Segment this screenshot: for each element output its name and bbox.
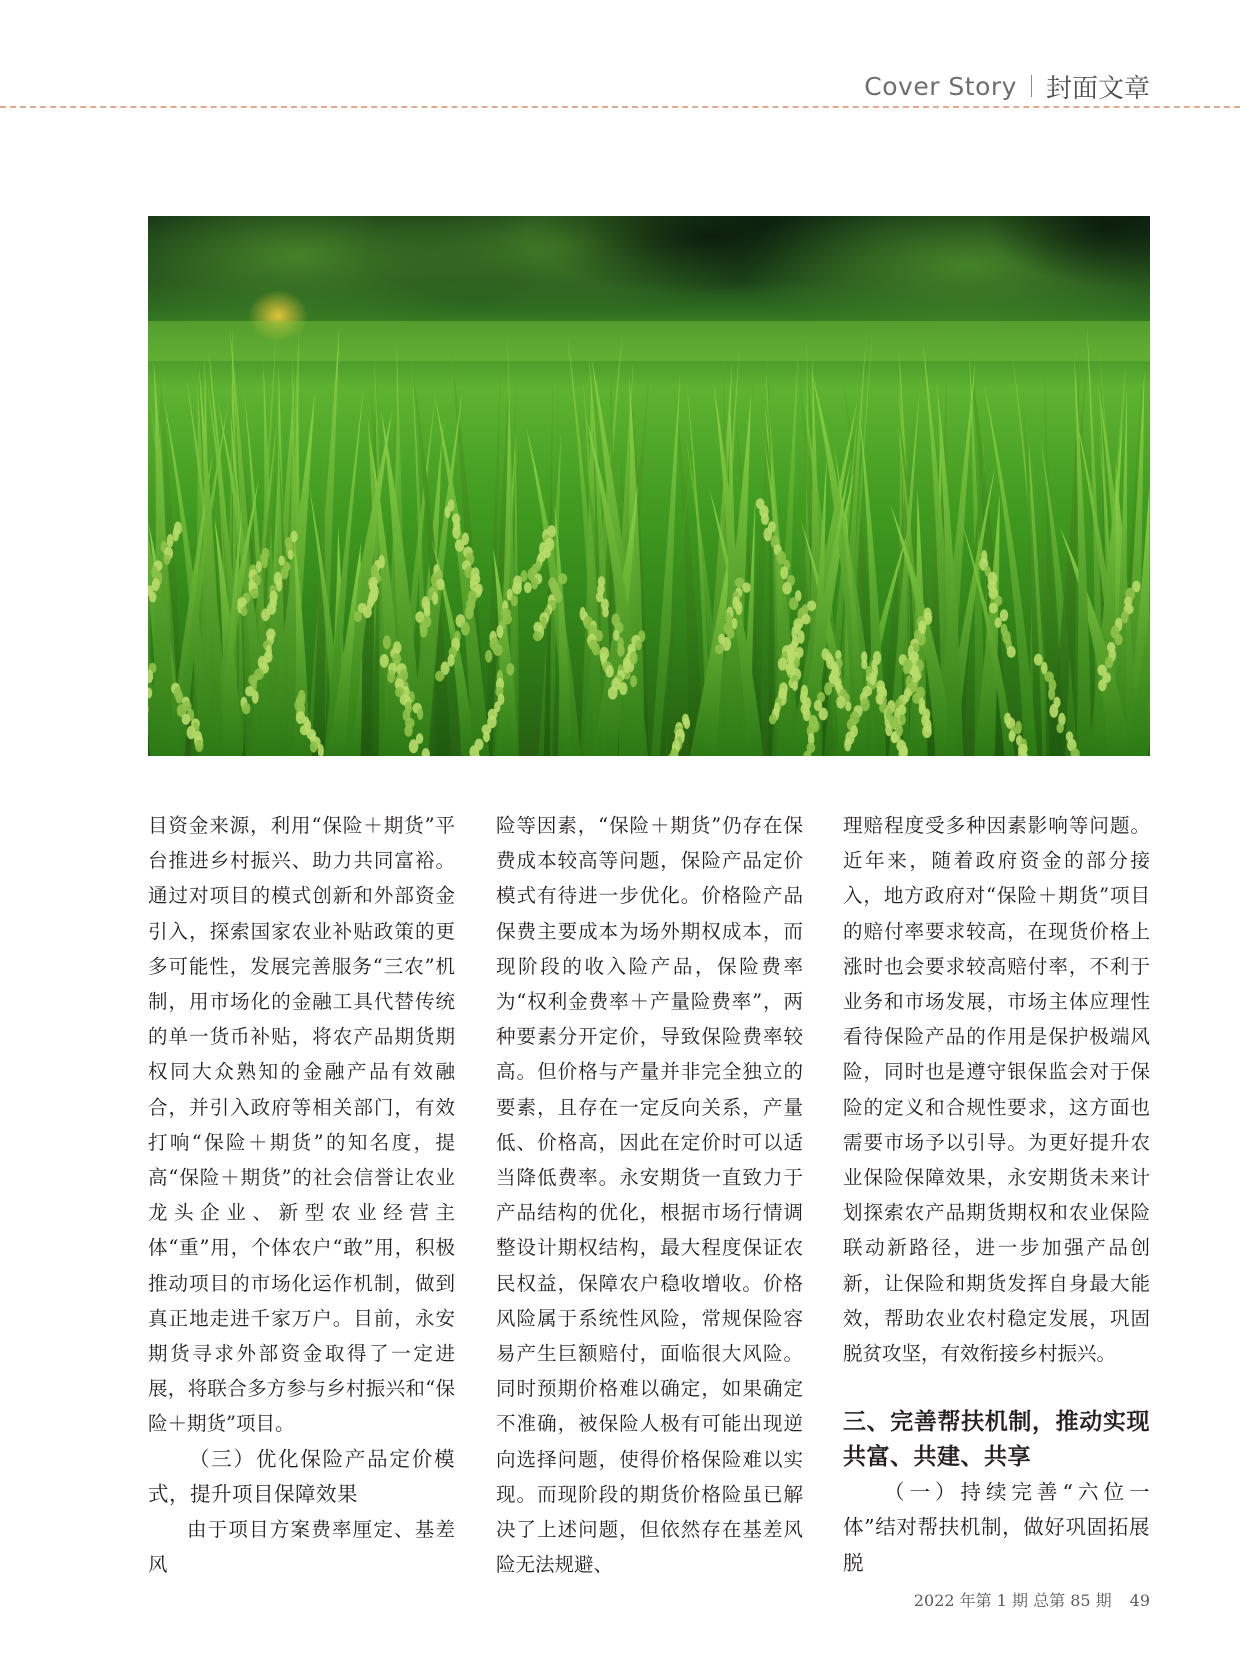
text-column-3 bbox=[843, 808, 1150, 1581]
running-header bbox=[864, 68, 1150, 104]
subheading: （一）持续完善“六位一体”结对帮扶机制，做好巩固拓展脱 bbox=[843, 1480, 1150, 1575]
section-title-en: Cover Story bbox=[864, 71, 1017, 101]
section-heading: 三、完善帮扶机制，推动实现共富、共建、共享 bbox=[843, 1409, 1150, 1471]
rice-field-photo bbox=[148, 216, 1150, 756]
subheading: （三）优化保险产品定价模式，提升项目保障效果 bbox=[148, 1446, 455, 1506]
paragraph: 目资金来源，利用“保险＋期货”平台推进乡村振兴、助力共同富裕。通过对项目的模式创新和外部资金引入，探索国家农业补贴政策的更多可能性，发展完善服务“三农”机制，用市场化的金融工具代替传统的单一货币补贴，将农产品期货期权同大众熟知的金融产品有效融合，并引入政府等相关部门，有效打响“保险＋期货”的知名度，提高“保险＋期货”的社会信誉让农业龙头企业、新型农业经营主体“重”用，个体农户“敢”用，积极推动项目的市场化运作机制，做到真正地走进千家万户。目前，永安期货寻求外部资金取得了一定进展，将联合多方参与乡村振兴和“保险＋期货”项目。 bbox=[148, 814, 455, 1436]
paragraph: 理赔程度受多种因素影响等问题。近年来，随着政府资金的部分接入，地方政府对“保险＋期货”项目的赔付率要求较高，在现货价格上涨时也会要求较高赔付率，不利于业务和市场发展，市场主体应理性看待保险产品的作用是保护极端风险，同时也是遵守银保监会对于保险的定义和合规性要求，这方面也需要市场予以引导。为更好提升农业保险保障效果，永安期货未来计划探索农产品期货期权和农业保险联动新路径，进一步加强产品创新，让保险和期货发挥自身最大能效，帮助农业农村稳定发展，巩固脱贫攻坚，有效衔接乡村振兴。 bbox=[843, 814, 1150, 1366]
text-column-1 bbox=[148, 808, 455, 1582]
paragraph: 由于项目方案费率厘定、基差风 bbox=[148, 1518, 455, 1577]
section-title-cn: 封面文章 bbox=[1045, 73, 1150, 104]
paragraph: 险等因素，“保险＋期货”仍存在保费成本较高等问题，保险产品定价模式有待进一步优化。价格险产品保费主要成本为场外期权成本，而现阶段的收入险产品，保险费率为“权利金费率＋产量险费率”，两种要素分开定价，导致保险费率较高。但价格与产量并非完全独立的要素，且存在一定反向关系，产量低、价格高，因此在定价时可以适当降低费率。永安期货一直致力于产品结构的优化，根据市场行情调整设计期权结构，最大程度保证农民权益，保障农户稳收增收。价格风险属于系统性风险，常规保险容易产生巨额赔付，面临很大风险。同时预期价格难以确定，如果确定不准确，被保险人极有可能出现逆向选择问题，使得价格保险难以实现。而现阶段的期货价格险虽已解决了上述问题，但依然存在基差风险无法规避、 bbox=[496, 814, 803, 1577]
header-separator bbox=[1031, 75, 1032, 97]
header-dashed-rule bbox=[0, 106, 1240, 108]
text-column-2 bbox=[496, 808, 803, 1582]
page-number: 49 bbox=[1129, 1591, 1150, 1610]
issue-info: 2022 年第 1 期 总第 85 期 bbox=[913, 1591, 1112, 1610]
page-footer bbox=[914, 1588, 1150, 1611]
